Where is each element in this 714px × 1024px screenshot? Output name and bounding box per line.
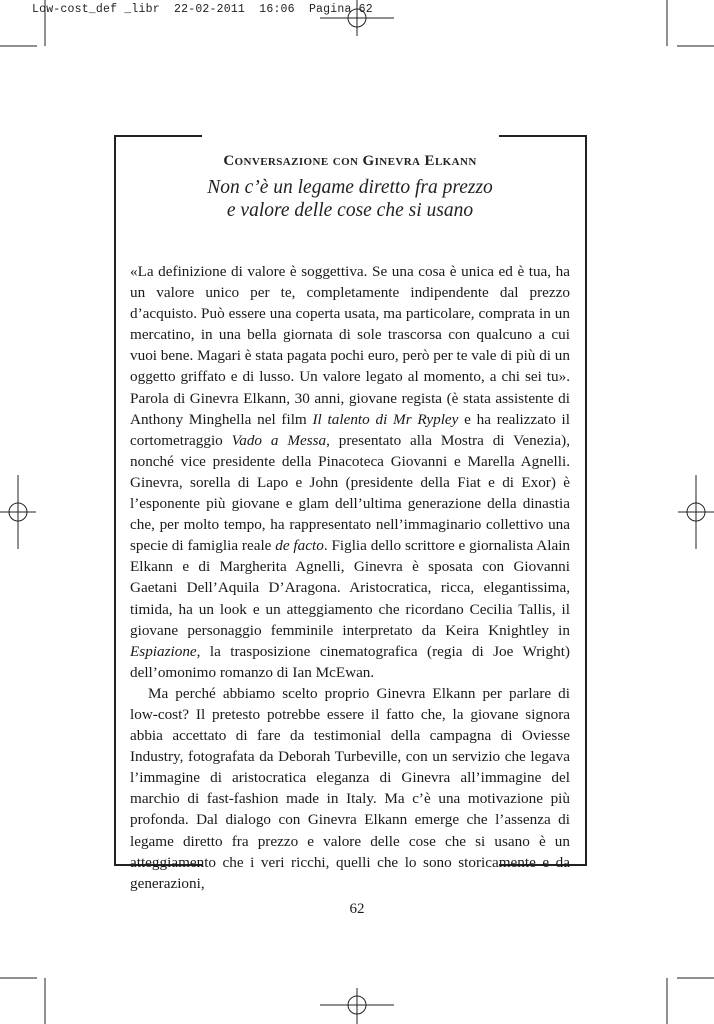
text-run: , presentato alla Mostra di Venezia), nonché vice presidente della Pinacoteca Giovanni e Marella Agnelli. Ginevra, sorella di Lapo e John (presidente della Fiat e di Exor) è l’esponente più giovane e glam dell’ultima generazione della dinastia che, per molto tempo, ha rappresentato nell’immaginario collettivo una specie di famiglia reale — [130, 431, 571, 555]
film-title: Il talento di Mr Rypley — [312, 410, 459, 428]
paragraph-1 — [130, 261, 570, 683]
print-slug: Low-cost_def _libr 22-02-2011 16:06 Pagina 62 — [32, 3, 373, 16]
registration-mark-right — [678, 475, 714, 549]
paragraph-2: Ma perché abbiamo scelto proprio Ginevra Elkann per parlare di low-cost? Il pretesto potrebbe essere il fatto che, la giovane signora abbia accettato di fare da testimonial della campagna di Oviesse Industry, fotografata da Deborah Turbeville, con un servizio che legava l’immagine di aristocratica eleganza di Ginevra all’immagine del marchio di fast-fashion made in Italy. Ma c’è una motivazione più profonda. Dal dialogo con Ginevra Elkann emerge che l’assenza di legame diretto fra prezzo e valore delle cose che si usano è un atteggiamento che i veri ricchi, quelli che lo sono storicamente e da generazioni, — [130, 684, 570, 892]
page-number: 62 — [349, 901, 365, 917]
chapter-subtitle — [114, 176, 586, 222]
registration-mark-left — [0, 475, 36, 549]
latin-phrase: de facto — [275, 537, 324, 555]
subtitle-line-1: Non c’è un legame diretto fra prezzo — [207, 177, 493, 198]
film-title: Vado a Messa — [231, 431, 327, 449]
film-title: Espiazione — [130, 642, 197, 660]
text-run: «La definizione di valore è soggettiva. Se una cosa è unica ed è tua, ha un valore unico per te, completamente indipendente dal prezzo d’acquisto. Può essere una coperta usata, ma particolare, comprata in un mercatino, in una bella giornata di sole trascorsa con qualcuno a cui vuoi bene. Magari è stata pagata pochi euro, però per te vale di più di un oggetto griffato e di lusso. Un valore legato al momento, a chi sei tu». Parola di Ginevra Elkann, 30 anni, giovane regista (è stata assistente di Anthony Minghella nel film — [130, 263, 570, 428]
text-run: . Figlia dello scrittore e giornalista Alain Elkann e di Margherita Agnelli, Ginevra è sposata con Giovanni Gaetani Dell’Aquila D’Aragona. Aristocratica, ricca, elegantissima, timida, ha un look e un atteggiamento che ricordano Cecilia Tallis, il giovane personaggio femminile interpretato da Keira Knightley in — [130, 537, 571, 639]
chapter-title: Conversazione con Ginevra Elkann — [223, 153, 477, 169]
text-run: , la trasposizione cinematografica (regia di Joe Wright) dell’omonimo romanzo di Ian McEwan. — [130, 642, 570, 681]
subtitle-line-2: e valore delle cose che si usano — [226, 200, 474, 221]
registration-mark-bottom — [320, 988, 394, 1024]
registration-mark-top — [320, 0, 394, 36]
body-text — [130, 261, 570, 894]
text-run: e ha realizzato il cortometraggio — [130, 410, 570, 449]
chapter-header — [114, 150, 586, 222]
